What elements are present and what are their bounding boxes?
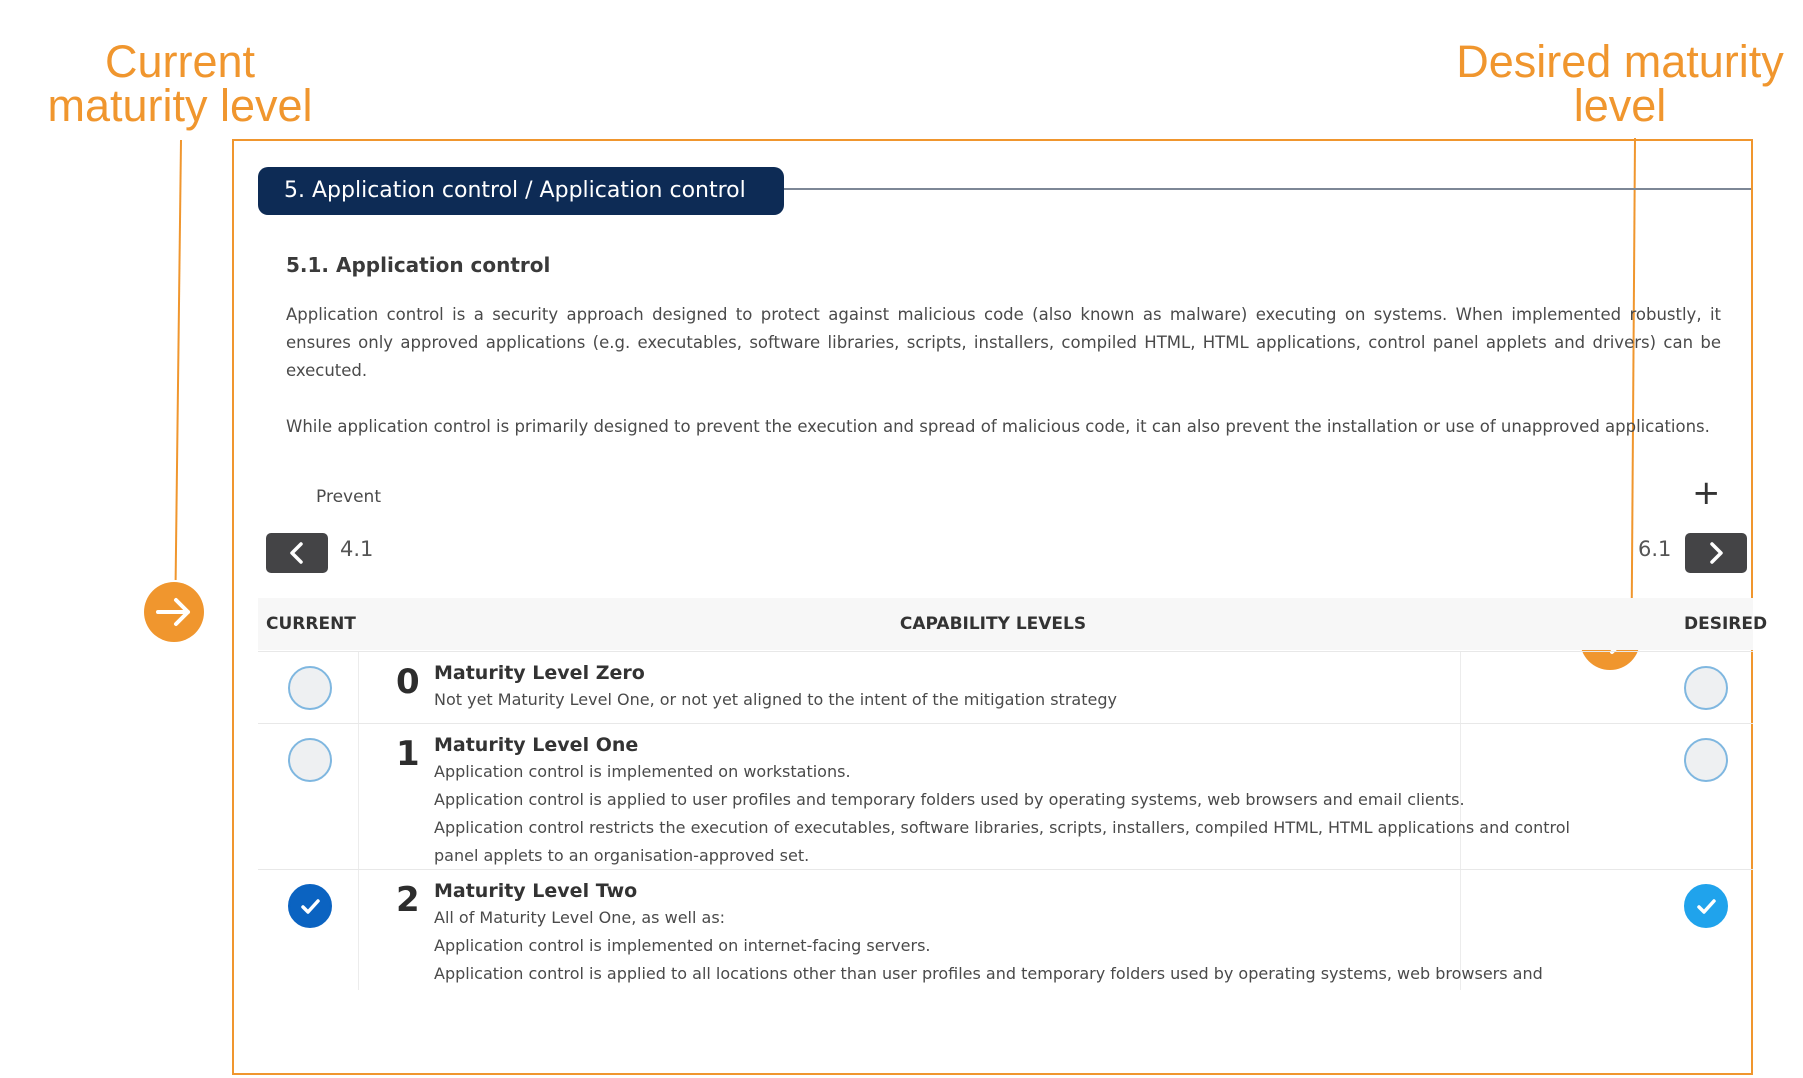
desired-radio-level-0[interactable] bbox=[1684, 666, 1728, 710]
level-number: 1 bbox=[396, 734, 420, 774]
description-line: panel applets to an organisation-approved set. bbox=[434, 846, 810, 865]
description-line: Application control is applied to all locations other than user profiles and temporary folders used by operating systems, web browsers and bbox=[434, 964, 1543, 983]
previous-button[interactable] bbox=[266, 533, 328, 573]
desired-annotation-line-1: Desired maturity bbox=[1456, 36, 1784, 87]
description-line: Application control is applied to user profiles and temporary folders used by operating systems, web browsers and email clients. bbox=[434, 790, 1465, 809]
description-line: All of Maturity Level One, as well as: bbox=[434, 908, 726, 927]
level-number: 0 bbox=[396, 662, 420, 702]
table-row bbox=[258, 723, 1753, 870]
cell-divider bbox=[358, 724, 359, 870]
description-line: Not yet Maturity Level One, or not yet aligned to the intent of the mitigation strategy bbox=[434, 690, 1117, 709]
level-number: 2 bbox=[396, 880, 420, 920]
table-row bbox=[258, 651, 1753, 724]
table-header bbox=[258, 598, 1768, 650]
desired-radio-level-1[interactable] bbox=[1684, 738, 1728, 782]
section-title: 5. Application control / Application control bbox=[258, 167, 784, 215]
desired-annotation-line-2: level bbox=[1573, 80, 1667, 131]
level-title: Maturity Level Zero bbox=[434, 662, 645, 684]
description-line: Application control restricts the execution of executables, software libraries, scripts, installers, compiled HTML, HTML applications and control bbox=[434, 818, 1570, 837]
table-row bbox=[258, 869, 1753, 990]
next-button[interactable] bbox=[1685, 533, 1747, 573]
desired-maturity-annotation bbox=[1440, 36, 1800, 131]
section-divider bbox=[784, 188, 1751, 190]
level-description bbox=[434, 758, 1674, 870]
previous-item-label[interactable]: 4.1 bbox=[340, 537, 374, 561]
current-arrow-icon bbox=[144, 582, 204, 642]
description-line: Application control is implemented on internet-facing servers. bbox=[434, 936, 931, 955]
header-current: CURRENT bbox=[266, 614, 356, 634]
check-icon bbox=[290, 886, 330, 926]
cell-divider bbox=[358, 652, 359, 724]
current-radio-level-2[interactable] bbox=[288, 884, 332, 928]
desired-radio-level-2[interactable] bbox=[1684, 884, 1728, 928]
level-title: Maturity Level Two bbox=[434, 880, 638, 902]
current-annotation-line-2: maturity level bbox=[47, 80, 313, 131]
current-radio-level-1[interactable] bbox=[288, 738, 332, 782]
description-line: Application control is implemented on workstations. bbox=[434, 762, 851, 781]
current-radio-level-0[interactable] bbox=[288, 666, 332, 710]
level-title: Maturity Level One bbox=[434, 734, 639, 756]
current-annotation-line-1: Current bbox=[104, 36, 256, 87]
subsection-title: 5.1. Application control bbox=[286, 253, 551, 277]
current-maturity-annotation bbox=[30, 36, 330, 131]
cell-divider bbox=[358, 870, 359, 990]
description-paragraph-1: Application control is a security approach designed to protect against malicious code (also known as malware) executing on systems. When implemented robustly, it ensures only approved applications (e.g. executables, software libraries, scripts, installers, compiled HTML, HTML applications, control panel applets and drivers) can be executed. bbox=[286, 305, 1721, 380]
next-item-label[interactable]: 6.1 bbox=[1638, 537, 1672, 561]
chevron-right-icon bbox=[1685, 533, 1747, 573]
header-desired: DESIRED bbox=[1684, 614, 1768, 634]
category-tag: Prevent bbox=[316, 487, 381, 507]
header-capability-levels: CAPABILITY LEVELS bbox=[899, 614, 1087, 634]
assessment-panel bbox=[232, 139, 1768, 1075]
chevron-left-icon bbox=[266, 533, 328, 573]
level-description bbox=[434, 904, 1674, 988]
plus-icon[interactable]: + bbox=[1692, 473, 1721, 513]
description-paragraph-2: While application control is primarily designed to prevent the execution and spread of malicious code, it can also prevent the installation or use of unapproved applications. bbox=[286, 417, 1710, 436]
check-icon bbox=[1686, 886, 1726, 926]
level-description bbox=[434, 686, 1674, 714]
current-annotation-leader bbox=[175, 140, 182, 580]
